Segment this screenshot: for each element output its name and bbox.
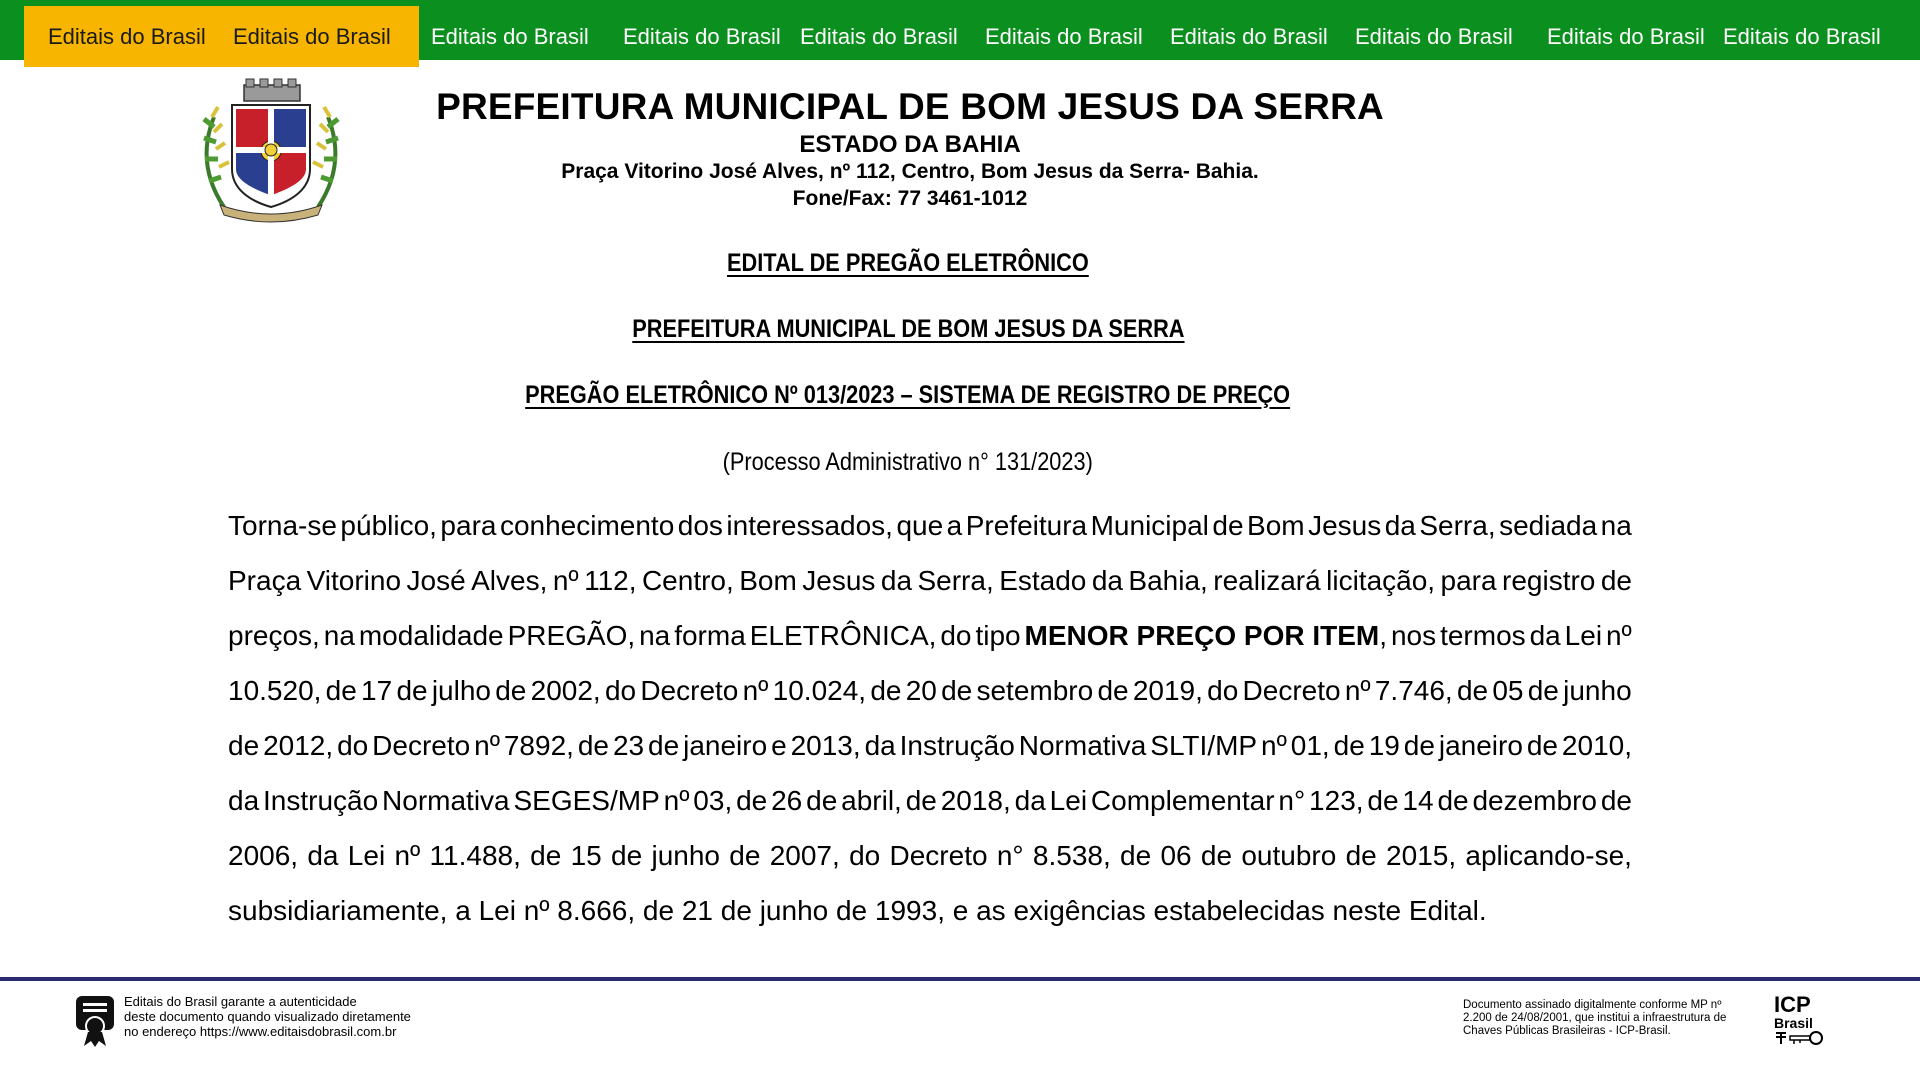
icp-brasil-logo: [1774, 994, 1824, 1054]
process-number-text: (Processo Administrativo n° 131/2023): [722, 448, 1094, 476]
body-line-3: preços, na modalidade PREGÃO, na forma ELETRÔNICA, do tipo MENOR PREÇO POR ITEM, nos termos da Lei nº: [228, 620, 1632, 651]
nav-tab-9[interactable]: Editais do Brasil: [1547, 24, 1705, 49]
municipality-phone: Fone/Fax: 77 3461-1012: [792, 187, 1028, 210]
footer-right-line-3: Chaves Públicas Brasileiras - ICP-Brasil.: [1463, 1025, 1671, 1037]
nav-tab-6[interactable]: Editais do Brasil: [985, 24, 1143, 49]
icp-logo-bottom: Brasil: [1774, 1015, 1813, 1031]
prefeitura-heading: [300, 315, 1516, 344]
nav-tab-3[interactable]: Editais do Brasil: [431, 24, 589, 49]
footer-right-line-2: 2.200 de 24/08/2001, que institui a infraestrutura de: [1463, 1012, 1727, 1024]
state-name: ESTADO DA BAHIA: [799, 131, 1021, 158]
certificate-badge-icon: [74, 994, 116, 1048]
edital-heading-text: EDITAL DE PREGÃO ELETRÔNICO: [727, 249, 1089, 277]
nav-tab-4[interactable]: Editais do Brasil: [623, 24, 781, 49]
body-line-2: Praça Vitorino José Alves, nº 112, Centro, Bom Jesus da Serra, Estado da Bahia, realizará licitação, para registro de: [228, 565, 1632, 596]
footer-left-line-3[interactable]: no endereço https://www.editaisdobrasil.com.br: [124, 1024, 397, 1039]
body-line-7: 2006, da Lei nº 11.488, de 15 de junho de 2007, do Decreto n° 8.538, de 06 de outubro de 2015, aplicando-se,: [228, 840, 1632, 871]
top-nav-bar: [0, 0, 1920, 60]
bold-tipo-text: MENOR PREÇO POR ITEM: [1024, 620, 1380, 651]
nav-tab-1[interactable]: Editais do Brasil: [48, 24, 206, 49]
icp-key-icon: [1774, 1030, 1824, 1048]
municipality-title: PREFEITURA MUNICIPAL DE BOM JESUS DA SERRA: [436, 86, 1384, 127]
footer-authenticity-text: [124, 994, 411, 1039]
process-number: [300, 448, 1516, 477]
coat-of-arms-icon: [194, 77, 348, 225]
body-line-6: da Instrução Normativa SEGES/MP nº 03, de 26 de abril, de 2018, da Lei Complementar n° 123, de 14 de dezembro de: [228, 785, 1632, 816]
icp-logo-top: ICP: [1774, 992, 1811, 1017]
nav-tab-10[interactable]: Editais do Brasil: [1723, 24, 1881, 49]
nav-tab-5[interactable]: Editais do Brasil: [800, 24, 958, 49]
prefeitura-heading-text: PREFEITURA MUNICIPAL DE BOM JESUS DA SERRA: [631, 315, 1185, 343]
nav-tab-8[interactable]: Editais do Brasil: [1355, 24, 1513, 49]
footer-right-line-1: Documento assinado digitalmente conforme MP nº: [1463, 999, 1722, 1011]
pregao-heading-text: PREGÃO ELETRÔNICO Nº 013/2023 – SISTEMA DE REGISTRO DE PREÇO: [525, 381, 1291, 409]
footer-signature-text: [1463, 999, 1726, 1038]
municipality-address: Praça Vitorino José Alves, nº 112, Centro, Bom Jesus da Serra- Bahia.: [561, 160, 1259, 183]
footer-divider: [0, 977, 1920, 981]
footer-left-line-1: Editais do Brasil garante a autenticidade: [124, 994, 357, 1009]
nav-tab-2[interactable]: Editais do Brasil: [233, 24, 391, 49]
nav-tab-7[interactable]: Editais do Brasil: [1170, 24, 1328, 49]
body-line-1: Torna-se público, para conhecimento dos interessados, que a Prefeitura Municipal de Bom Jesus da Serra, sediada na: [228, 510, 1632, 541]
body-line-4: 10.520, de 17 de julho de 2002, do Decreto nº 10.024, de 20 de setembro de 2019, do Decreto nº 7.746, de 05 de junho: [228, 675, 1632, 706]
edital-heading: [300, 249, 1516, 278]
body-line-5: de 2012, do Decreto nº 7892, de 23 de janeiro e 2013, da Instrução Normativa SLTI/MP nº 01, de 19 de janeiro de 2010,: [228, 730, 1632, 761]
footer-left-line-2: deste documento quando visualizado diretamente: [124, 1009, 411, 1024]
body-line-8: subsidiariamente, a Lei nº 8.666, de 21 de junho de 1993, e as exigências estabelecidas neste Edital.: [228, 895, 1487, 926]
pregao-heading: [300, 381, 1516, 410]
